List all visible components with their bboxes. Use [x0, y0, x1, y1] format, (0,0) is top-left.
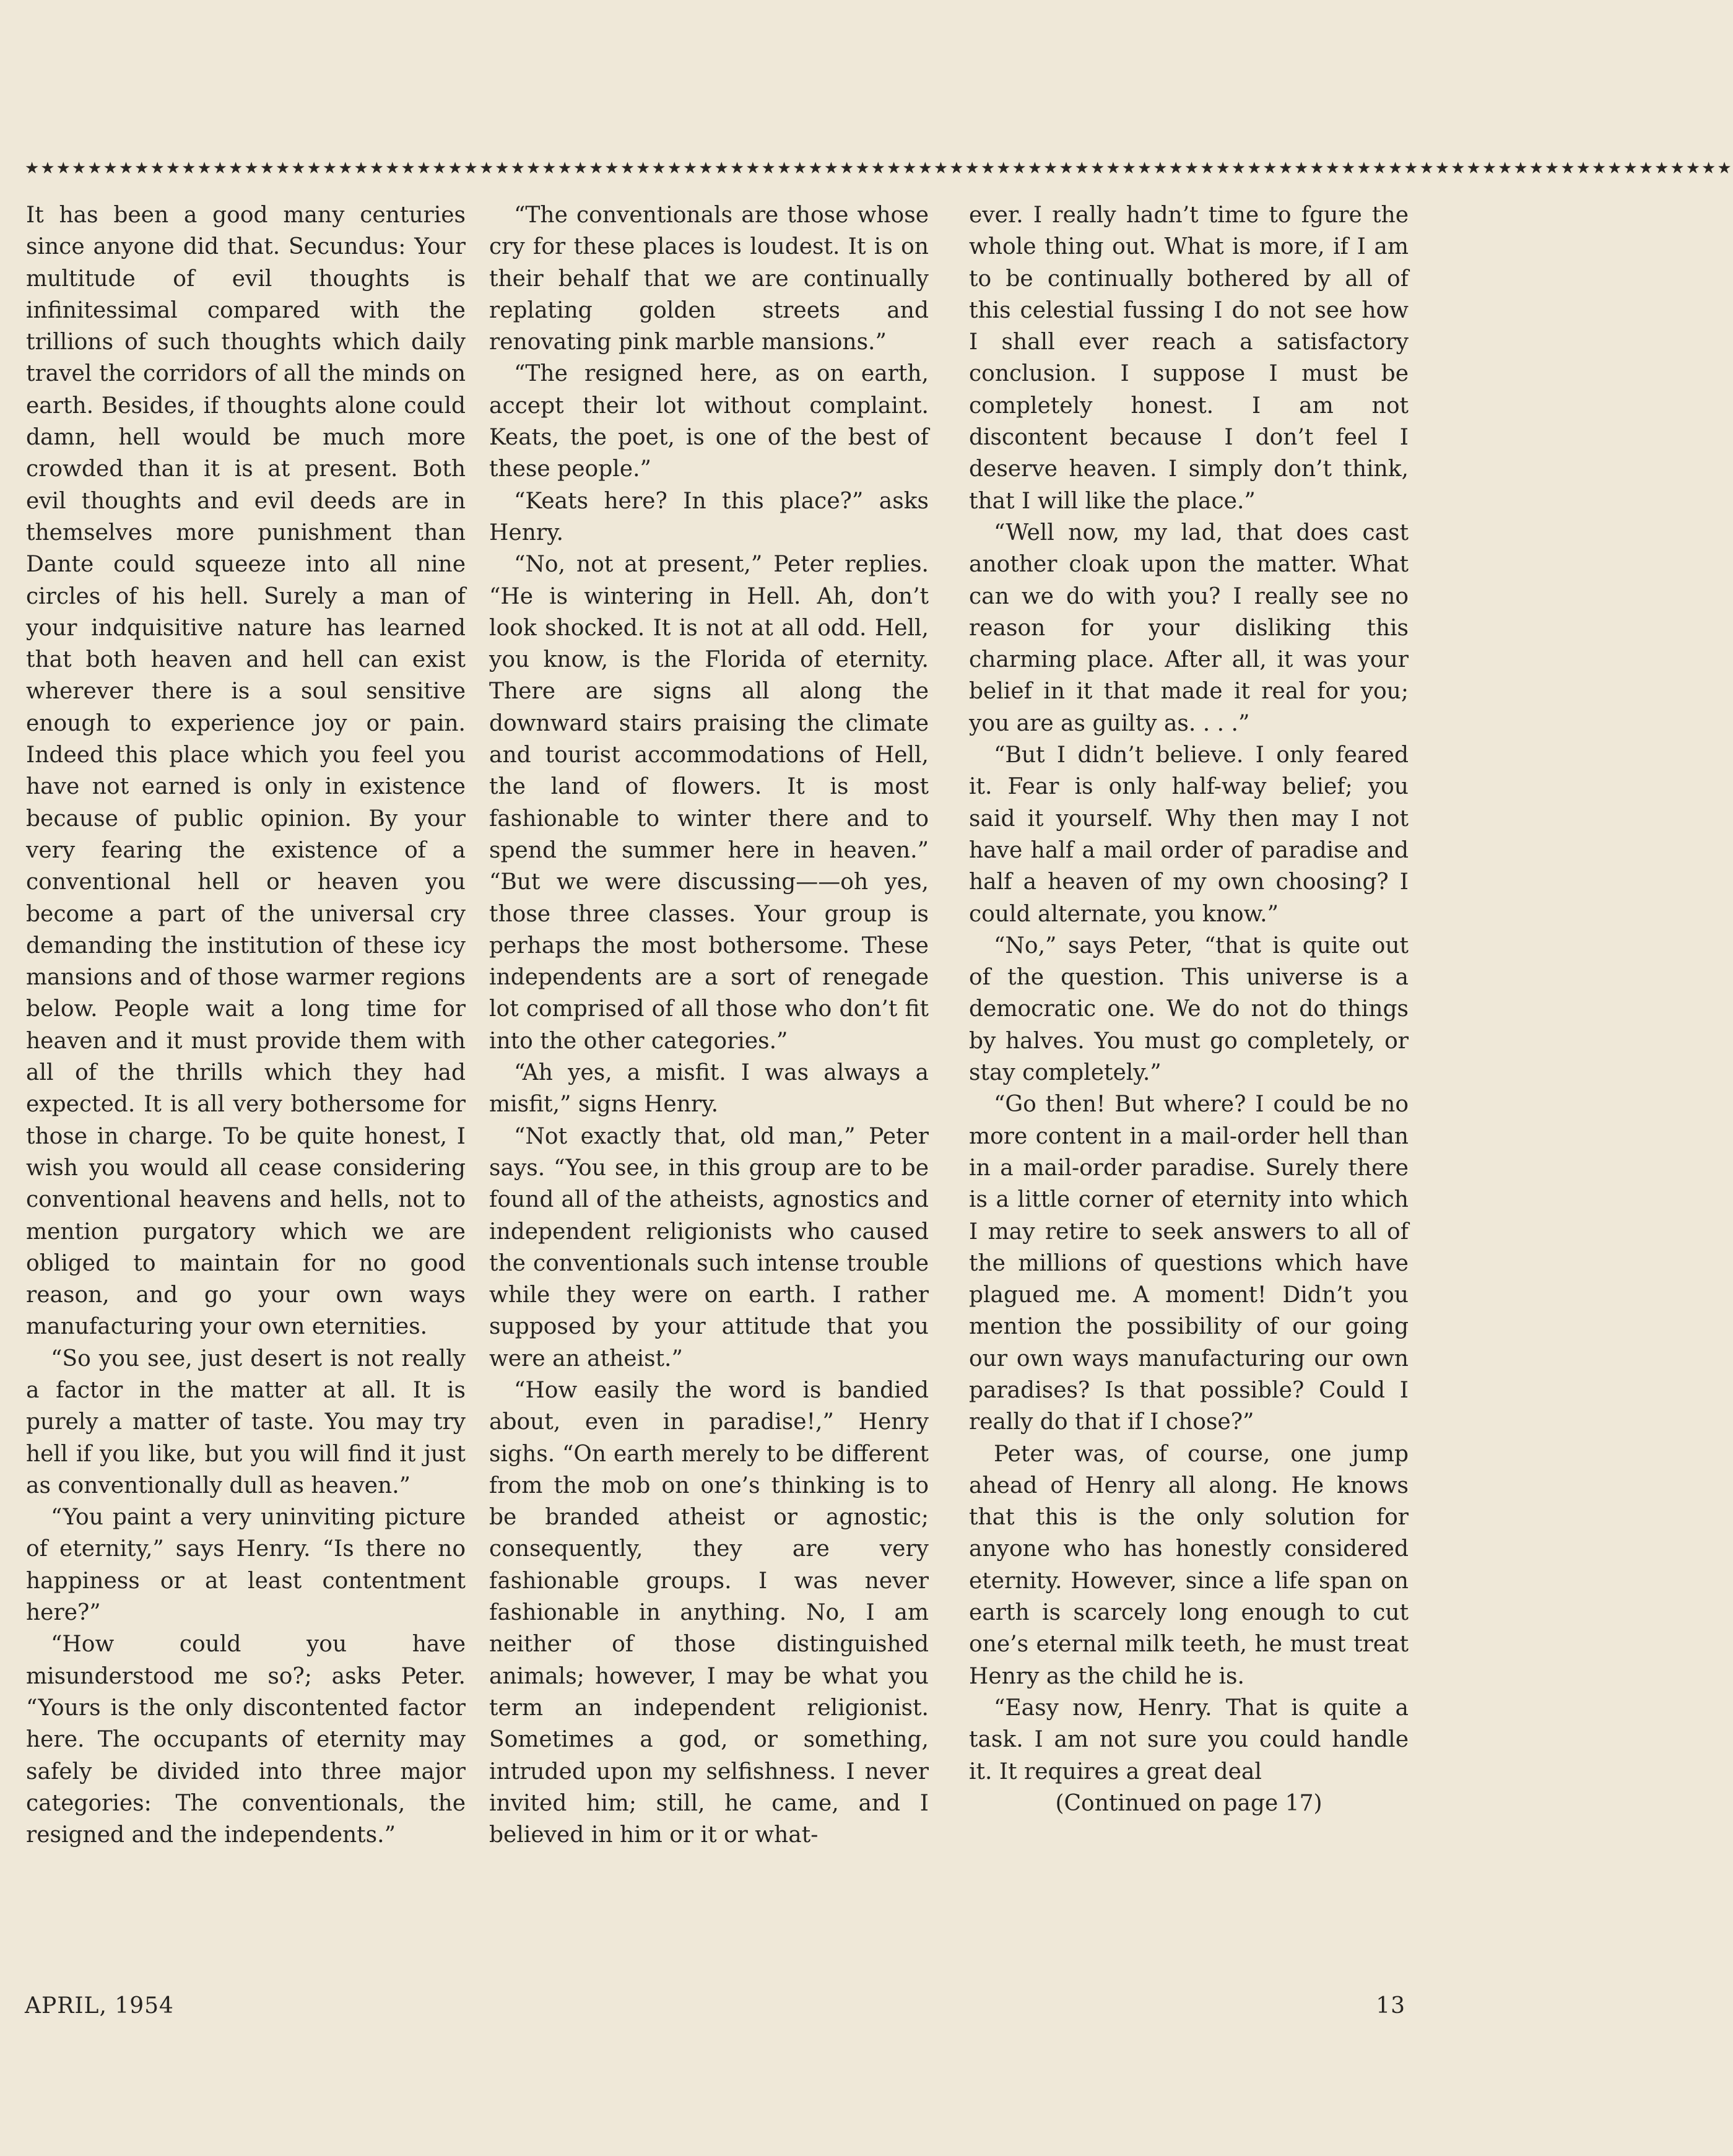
paragraph: It has been a good many centuries since anyone did that. Secundus: Your multitude of evil thoughts is infinitessimal compared with the trillions of such thoughts which daily travel the corridors of all the minds on earth. Besides, if thoughts alone could damn, hell would be much more crowded than it is at present. Both evil thoughts and evil deeds are in themselves more punishment than Dante could squeeze into all nine circles of his hell. Surely a man of your indquisitive nature has learned that both heaven and hell can exist wherever there is a soul sensitive enough to experience joy or pain. Indeed this place which you feel you have not earned is only in existence because of public opinion. By your very fearing the existence of a conventional hell or heaven you become a part of the universal cry demanding the institution of these icy mansions and of those warmer regions below. People wait a long time for heaven and it must provide them with all of the thrills which they had expected. It is all very bothersome for those in charge. To be quite honest, I wish you would all cease considering conventional heavens and hells, not to mention purgatory which we are obliged to maintain for no good reason, and go your own ways manufacturing your own eternities. [26, 202, 466, 1340]
paragraph: “Ah yes, a misfit. I was always a misfit,” signs Henry. [489, 1060, 929, 1118]
paragraph: “Easy now, Henry. That is quite a task. I am not sure you could handle it. It requires a great deal [969, 1695, 1409, 1784]
paragraph: “The resigned here, as on earth, accept their lot without complaint. Keats, the poet, is one of the best of these people.” [489, 361, 929, 482]
page-number: 13 [1376, 1993, 1405, 2019]
paragraph: “How easily the word is bandied about, even in paradise!,” Henry sighs. “On earth merely to be different from the mob on one’s thinking is to be branded atheist or agnostic; consequently, they are very fashionable groups. I was never fashionable in anything. No, I am neither of those distinguished animals; however, I may be what you term an independent religionist. Sometimes a god, or something, intruded upon my selfishness. I never invited him; still, he came, and I believed in him or it or what- [489, 1377, 929, 1848]
issue-date: APRIL, 1954 [25, 1993, 174, 2019]
paragraph: “How could you have misunderstood me so?; asks Peter. “Yours is the only discontented factor here. The occupants of eternity may safely be divided into three major categories: The conventionals, the resigned and the independents.” [26, 1632, 466, 1848]
paragraph: Peter was, of course, one jump ahead of Henry all along. He knows that this is the only solution for anyone who has honestly considered eternity. However, since a life span on earth is scarcely long enough to cut one’s eternal milk teeth, he must treat Henry as the child he is. [969, 1441, 1409, 1689]
star-ornament-rule: ★★★★★★★★★★★★★★★★★★★★★★★★★★★★★★★★★★★★★★★★★★★★★★★★★★★★★★★★★★★★★★★★★★★★★★★★★★★★★★★★★★★★★★★★★★★★★★★★★★★★★★★★★★★★★ [25, 159, 1733, 178]
continuation-note: (Continued on page 17) [1055, 1790, 1323, 1816]
paragraph: “The conventionals are those whose cry for these places is loudest. It is on their behalf that we are continually replating golden streets and renovating pink marble mansions.” [489, 202, 929, 355]
text-column-2 [489, 199, 929, 1851]
paragraph: ever. I really hadn’t time to fgure the whole thing out. What is more, if I am to be continually bothered by all of this celestial fussing I do not see how I shall ever reach a satisfactory conclusion. I suppose I must be completely honest. I am not discontent because I don’t feel I deserve heaven. I simply don’t think, that I will like the place.” [969, 202, 1409, 514]
text-column-1 [26, 199, 466, 1851]
paragraph: “No, not at present,” Peter replies. “He is wintering in Hell. Ah, don’t look shocked. It is not at all odd. Hell, you know, is the Florida of eternity. There are signs all along the downward stairs praising the climate and tourist accommodations of Hell, the land of flowers. It is most fashionable to winter there and to spend the summer here in heaven.” “But we were discussing——oh yes, those three classes. Your group is perhaps the most bothersome. These independents are a sort of renegade lot comprised of all those who don’t fit into the other categories.” [489, 552, 929, 1054]
paragraph: “You paint a very uninviting picture of eternity,” says Henry. “Is there no happiness or at least contentment here?” [26, 1505, 466, 1626]
paragraph: “Not exactly that, old man,” Peter says. “You see, in this group are to be found all of the atheists, agnostics and independent religionists who caused the conventionals such intense trouble while they were on earth. I rather supposed by your attitude that you were an atheist.” [489, 1123, 929, 1371]
paragraph: “Keats here? In this place?” asks Henry. [489, 488, 929, 546]
text-column-3 [969, 199, 1409, 1819]
paragraph: “But I didn’t believe. I only feared it. Fear is only half-way belief; you said it yourself. Why then may I not have half a mail order of paradise and half a heaven of my own choosing? I could alternate, you know.” [969, 742, 1409, 927]
paragraph: “So you see, just desert is not really a factor in the matter at all. It is purely a matter of taste. You may try hell if you like, but you will find it just as conventionally dull as heaven.” [26, 1345, 466, 1498]
paragraph: “No,” says Peter, “that is quite out of the question. This universe is a democratic one. We do not do things by halves. You must go completely, or stay completely.” [969, 932, 1409, 1086]
paragraph: “Go then! But where? I could be no more content in a mail-order hell than in a mail-order paradise. Surely there is a little corner of eternity into which I may retire to seek answers to all of the millions of questions which have plagued me. A moment! Didn’t you mention the possibility of our going our own ways manufacturing our own paradises? Is that possible? Could I really do that if I chose?” [969, 1092, 1409, 1435]
paragraph: “Well now, my lad, that does cast another cloak upon the matter. What can we do with you? I really see no reason for your disliking this charming place. After all, it was your belief in it that made it real for you; you are as guilty as. . . .” [969, 519, 1409, 736]
